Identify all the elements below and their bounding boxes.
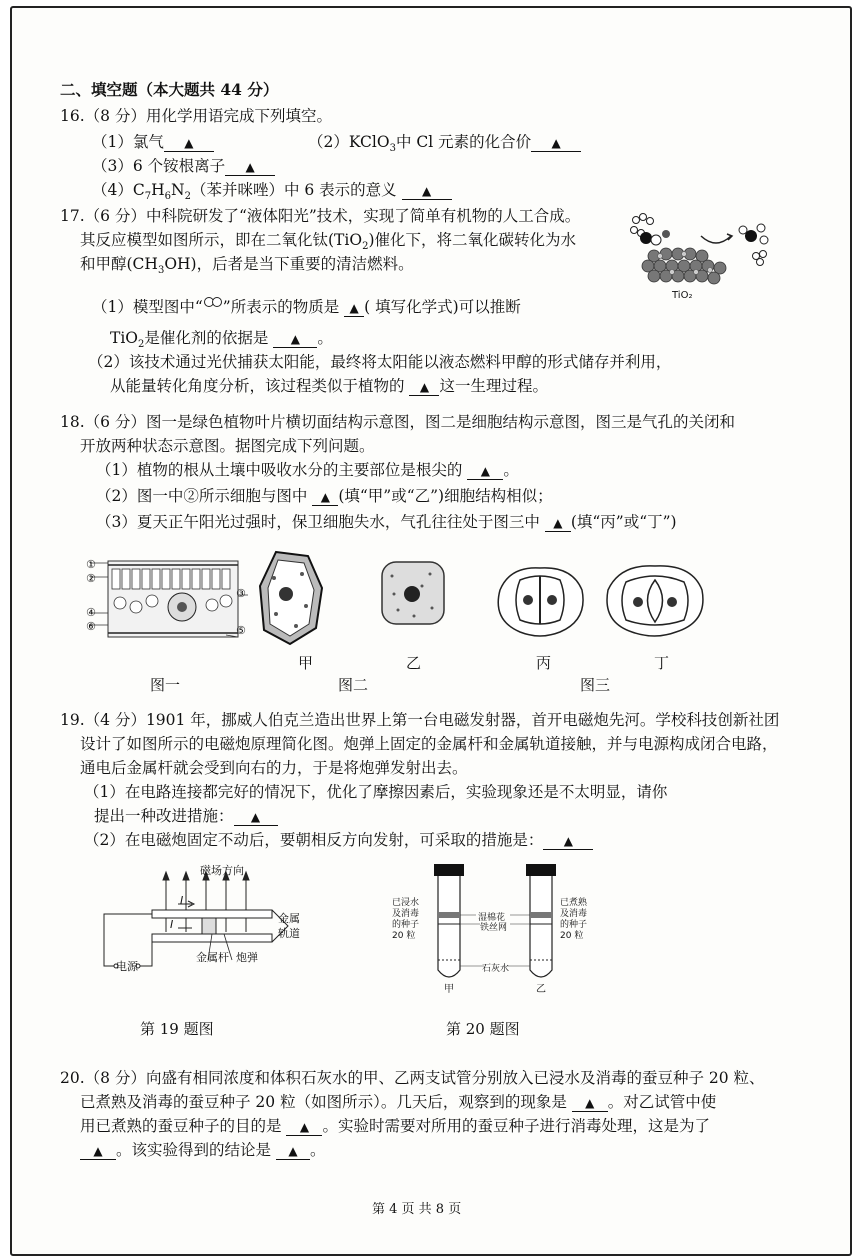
leaf-label-4: ④ [86,606,96,619]
tube-yi-label: 乙 [536,984,546,995]
current-label-2: I [170,918,174,931]
catalyst-model-figure [626,208,786,308]
answer-blank[interactable]: ▲ [234,809,278,826]
q17-line3: 和甲醇$(CH_3OH)$，后者是当下重要的清洁燃料。 [80,255,414,277]
q18-part2: （2）图一中②所示细胞与图中 ▲ (填“甲”或“乙”)细胞结构相似； [96,487,553,505]
leaf-label-3: ③ [236,587,246,600]
answer-blank[interactable]: ▲ [409,379,439,396]
answer-blank[interactable]: ▲ [402,183,452,200]
answer-blank[interactable]: ▲ [273,331,317,348]
q18-line2: 开放两种状态示意图。据图完成下列问题。 [80,437,375,455]
shell-label: 炮弹 [236,951,258,964]
animal-cell-figure [378,558,448,628]
q19-part1-line2: 提出一种改进措施： ▲ [94,806,278,826]
right-tube-label: 已煮熟 及消毒 的种子 20 粒 [560,898,588,941]
q19-figure-caption: 第 19 题图 [140,1020,214,1038]
q19-line3: 通电后金属杆就会受到向右的力，于是将炮弹发射出去。 [80,759,468,777]
q20-line3: 用已煮熟的蚕豆种子的目的是 ▲ 。实验时需要对所用的蚕豆种子进行消毒处理，这是为了 [80,1117,710,1135]
q19-part2: （2）在电磁炮固定不动后，要朝相反方向发射，可采取的措施是： ▲ [84,830,593,850]
answer-blank[interactable]: ▲ [80,1143,116,1160]
q17-line1: 17.（6 分）中科院研发了“液体阳光”技术，实现了简单有机物的人工合成。 [60,207,581,225]
tio2-label: TiO₂ [672,290,693,301]
leaf-label-5: ⑤ [236,624,246,637]
lime-water-label: 石灰水 [482,964,510,974]
tube-jia-label: 甲 [444,984,454,995]
molecule-icon [203,296,223,308]
q17-part1: （1）模型图中“ ”所表示的物质是 ▲ ( 填写化学式)可以推断 [92,298,521,316]
q16-part3: （3）6 个铵根离子 ▲ [92,156,275,176]
leaf-cross-section-figure [86,555,256,645]
answer-blank[interactable]: ▲ [572,1095,608,1112]
q20-line1: 20.（8 分）向盛有相同浓度和体积石灰水的甲、乙两支试管分别放入已浸水及消毒的蚕豆种子 20 粒、 [60,1069,765,1087]
q19-line2: 设计了如图所示的电磁炮原理简化图。炮弹上固定的金属杆和金属轨道接触，并与电源构成闭合电路， [80,735,778,753]
q17-part1-line2: TiO$_2$是催化剂的依据是 ▲ 。 [110,329,333,351]
rail-label: 轨道 [278,927,300,940]
answer-blank[interactable]: ▲ [164,135,214,152]
answer-blank[interactable]: ▲ [225,159,275,176]
q20-figure-caption: 第 20 题图 [446,1020,520,1038]
q16-part1: （1）氯气 ▲ [92,132,214,152]
cell-label-yi: 乙 [406,654,422,672]
answer-blank[interactable]: ▲ [312,489,338,506]
q18-part3: （3）夏天正午阳光过强时，保卫细胞失水，气孔往往处于图三中 ▲ (填“丙”或“丁”) [96,513,677,531]
leaf-label-6: ⑥ [86,620,96,633]
answer-blank[interactable]: ▲ [286,1119,322,1136]
q18-line1: 18.（6 分）图一是绿色植物叶片横切面结构示意图，图二是细胞结构示意图，图三是气孔的关闭和 [60,413,735,431]
answer-blank[interactable]: ▲ [344,300,364,317]
q16-part4: $(4)C_7H_6N_2$（苯并咪唑）中 6 表示的意义 ▲ [92,180,452,207]
cell-label-ding: 丁 [654,654,670,672]
figure-caption-2: 图二 [338,676,369,694]
q20-line2: 已煮熟及消毒的蚕豆种子 20 粒（如图所示）。几天后，观察到的现象是 ▲ 。对乙试管中使 [80,1093,717,1111]
current-label-1: I [180,894,184,907]
q16-part2: （2）KClO$_3$中 Cl 元素的化合价 ▲ [308,132,581,159]
page-footer: 第 4 页 共 8 页 [372,1202,462,1217]
left-tube-label: 已浸水 及消毒 的种子 20 粒 [392,898,420,941]
rod-label: 金属杆 [196,951,229,964]
q17-line2: 其反应模型如图所示，即在二氧化钛(TiO$_2$)催化下，将二氧化碳转化为水 [80,231,576,253]
answer-blank[interactable]: ▲ [531,135,581,152]
cell-label-jia: 甲 [298,654,314,672]
cotton-label: 湿棉花 [478,913,506,923]
plant-cell-figure [256,548,326,648]
metal-label: 金属 [278,912,300,925]
q20-line4: ▲ 。该实验得到的结论是 ▲ 。 [80,1140,325,1160]
magnetic-field-label: 磁场方向 [200,864,244,877]
q16-stem: 16.（8 分）用化学用语完成下列填空。 [60,107,332,125]
stomata-open-figure [600,560,710,640]
mesh-label: 铁丝网 [480,923,508,933]
answer-blank[interactable]: ▲ [276,1143,310,1160]
q18-part1: （1）植物的根从土壤中吸收水分的主要部位是根尖的 ▲ 。 [96,461,519,479]
leaf-label-2: ② [86,572,96,585]
figure-caption-1: 图一 [150,676,181,694]
answer-blank[interactable]: ▲ [545,515,571,532]
q17-part2-line2: 从能量转化角度分析，该过程类似于植物的 ▲ 这一生理过程。 [110,377,548,395]
answer-blank[interactable]: ▲ [543,833,593,850]
leaf-label-1: ① [86,558,96,571]
section-heading: 二、填空题（本大题共 44 分） [60,80,279,99]
cell-label-bing: 丙 [536,654,552,672]
q19-line1: 19.（4 分）1901 年，挪威人伯克兰造出世界上第一台电磁发射器，首开电磁炮先河。学校科技创新社团 [60,711,780,729]
q17-part2-line1: （2）该技术通过光伏捕获太阳能，最终将太阳能以液态燃料甲醇的形式储存并利用， [88,353,672,371]
answer-blank[interactable]: ▲ [467,463,503,480]
power-label: 电源 [116,960,138,973]
figure-caption-3: 图三 [580,676,611,694]
stomata-closed-figure [490,560,590,640]
q19-part1-line1: （1）在电路连接都完好的情况下，优化了摩擦因素后，实验现象还是不太明显，请你 [84,783,668,801]
